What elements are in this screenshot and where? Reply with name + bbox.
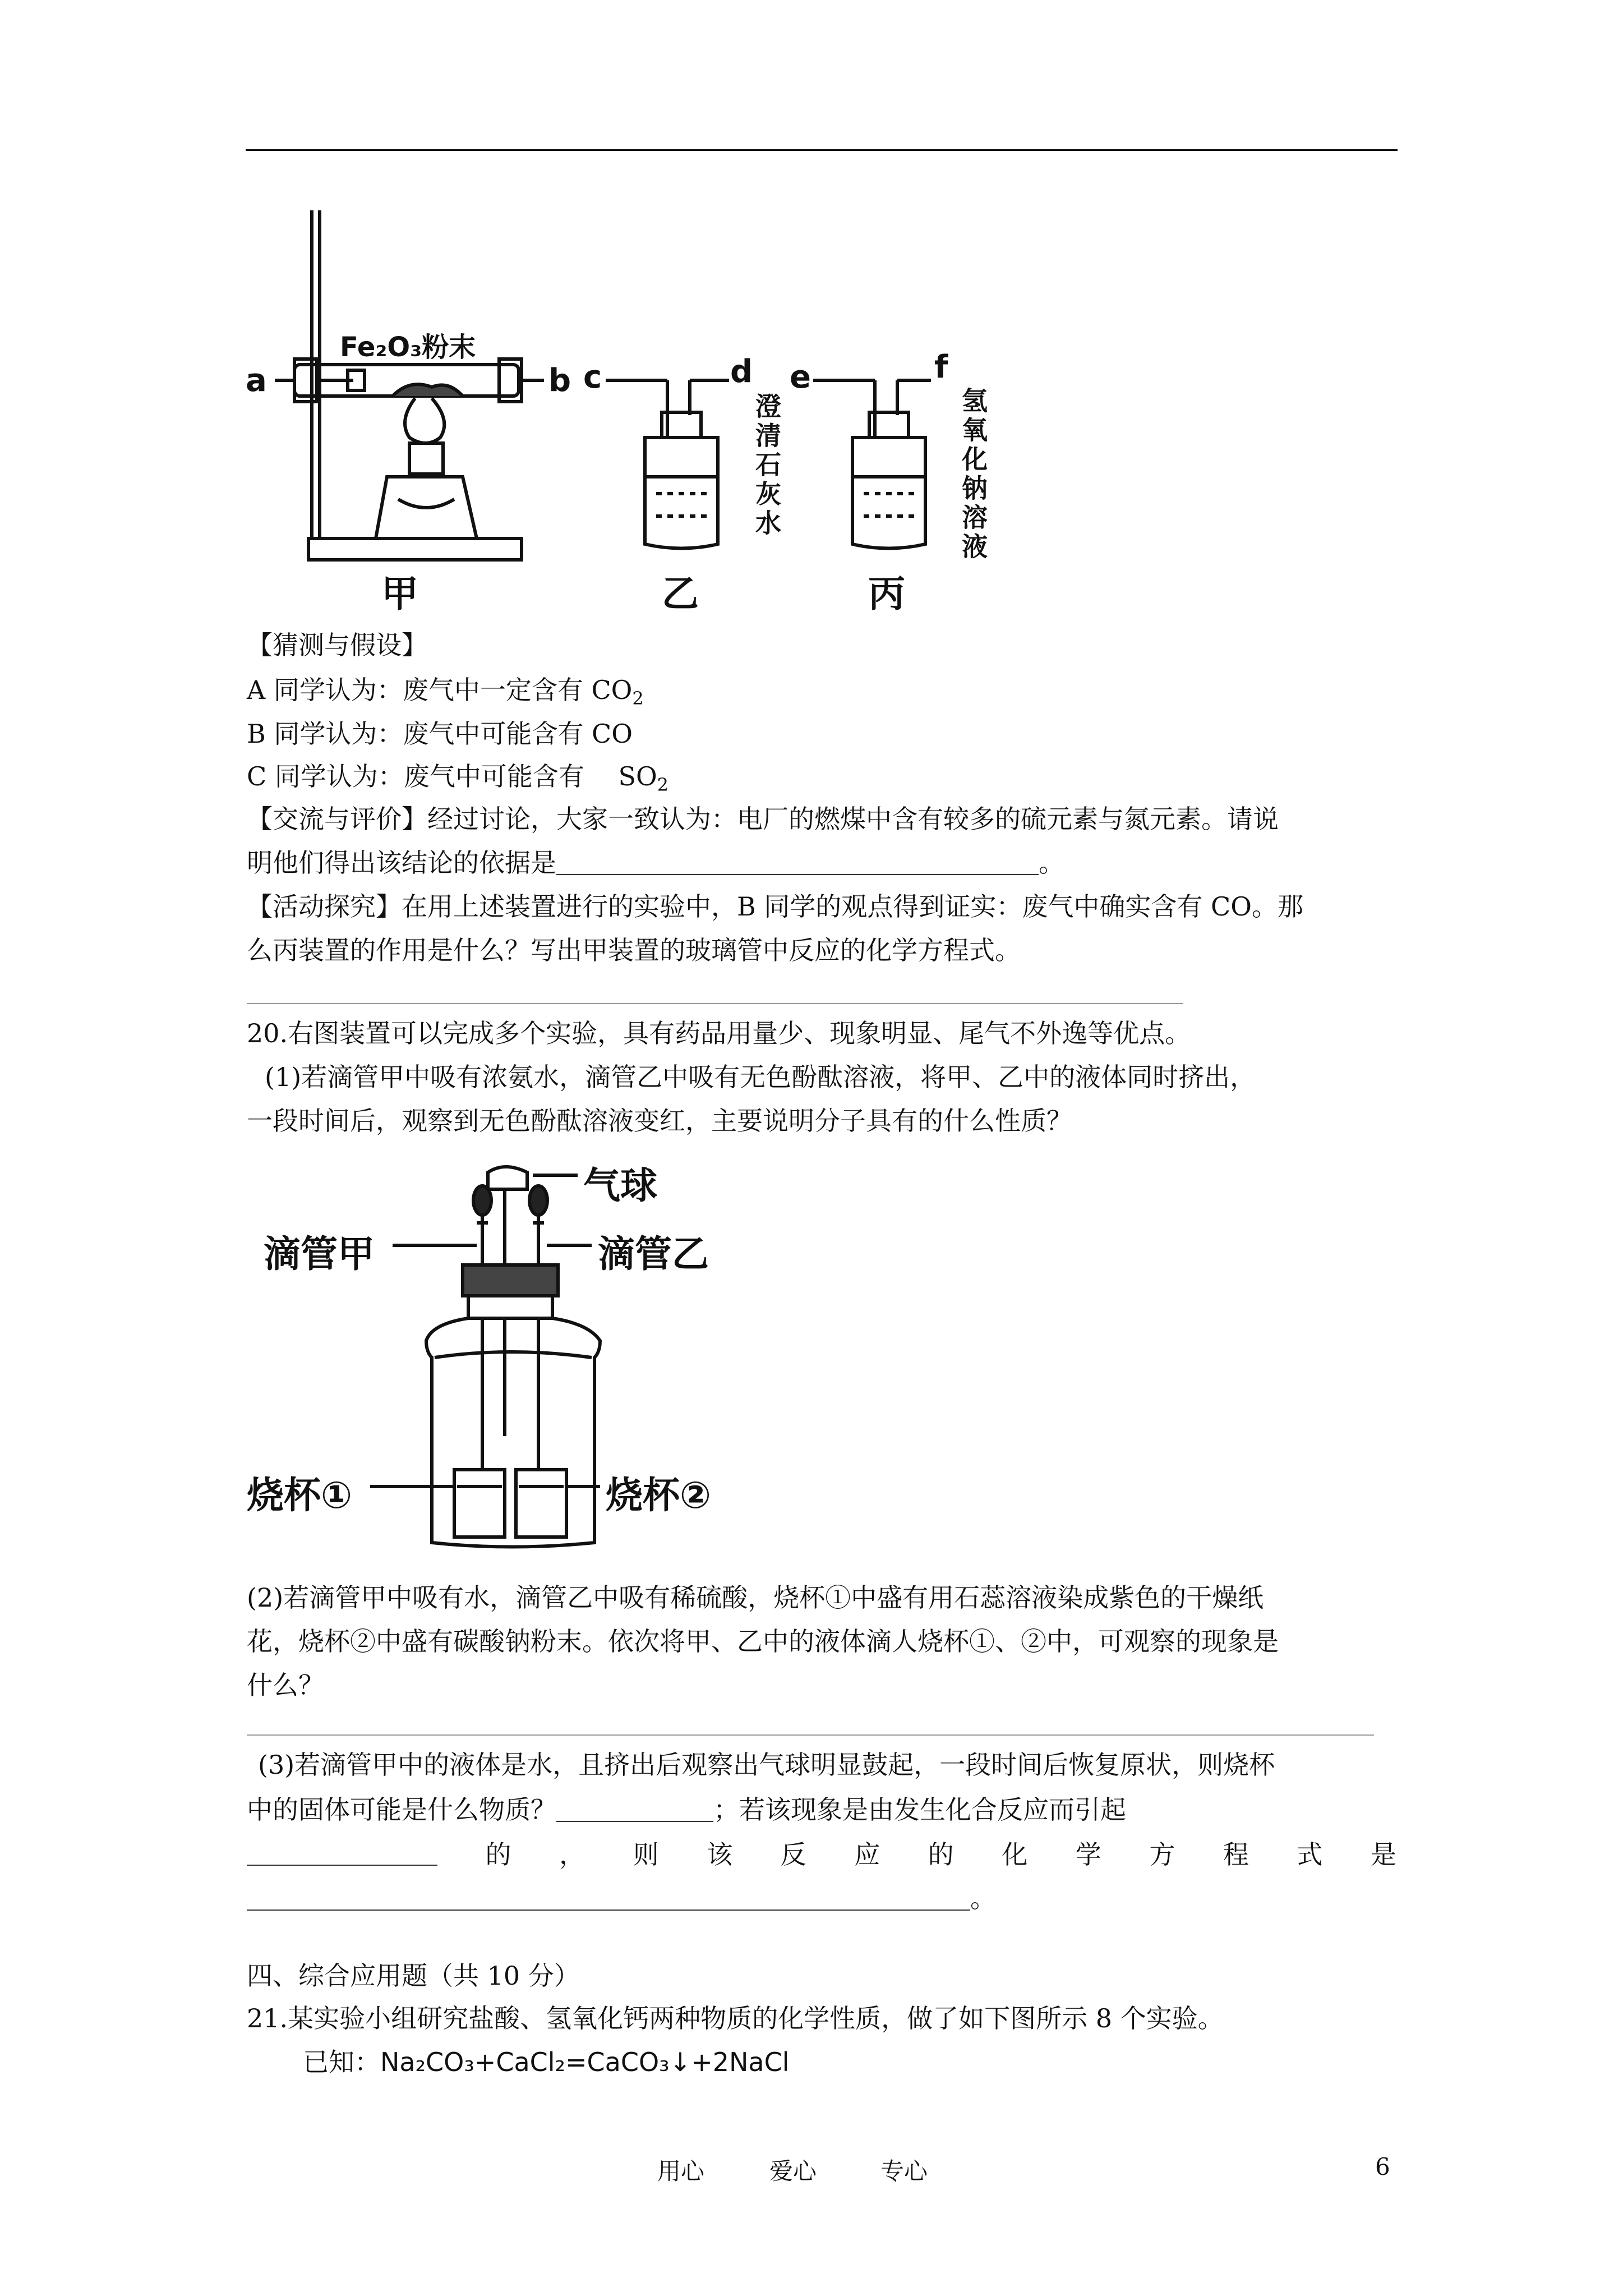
known-prefix: 已知： — [303, 2047, 380, 2077]
solid-answer-blank[interactable] — [556, 1794, 713, 1822]
word-ying: 应 — [854, 1839, 880, 1870]
bottle-figure — [241, 1156, 813, 1554]
discuss-answer-blank[interactable] — [556, 847, 1039, 875]
q20-part3-question: 中的固体可能是什么物质？ — [247, 1795, 556, 1825]
q19-answer-line[interactable] — [247, 1003, 1183, 1004]
guess-c — [247, 760, 668, 802]
footer-word-2: 爱心 — [769, 2157, 817, 2185]
header-rule — [246, 149, 1398, 151]
label-e: e — [790, 359, 811, 395]
dropper-yi-label: 滴管乙 — [598, 1232, 709, 1276]
page-number: 6 — [1375, 2153, 1390, 2180]
known-equation — [303, 2045, 789, 2079]
label-c: c — [583, 359, 602, 395]
discuss-line-1: 【交流与评价】经过讨论，大家一致认为：电厂的燃煤中含有较多的硫元素与氮元素。请说 — [247, 804, 1279, 834]
word-de: 的 — [485, 1839, 511, 1870]
label-f: f — [934, 349, 948, 385]
q21-statement: 21.某实验小组研究盐酸、氢氧化钙两种物质的化学性质，做了如下图所示 8 个实验。 — [247, 2003, 1224, 2033]
label-b: b — [548, 362, 571, 399]
label-d: d — [730, 353, 753, 390]
q20-part3-condition: ；若该现象是由发生化合反应而引起 — [713, 1795, 1126, 1825]
word-shi: 式 — [1297, 1839, 1323, 1870]
reason-answer-blank[interactable] — [247, 1838, 437, 1866]
word-fan: 反 — [780, 1839, 806, 1870]
equation-answer-blank[interactable] — [247, 1883, 970, 1911]
word-comma: ， — [559, 1839, 585, 1870]
q20-part3-line4 — [247, 1881, 996, 1915]
guess-a-text: A 同学认为：废气中一定含有 CO — [247, 675, 633, 705]
q20-part1-line1: (1)若滴管甲中吸有浓氨水，滴管乙中吸有无色酚酞溶液，将甲、乙中的液体同时挤出， — [265, 1062, 1256, 1092]
discuss-prompt: 明他们得出该结论的依据是 — [247, 848, 556, 878]
word-de-2: 的 — [928, 1839, 954, 1870]
footer-word-1: 用心 — [657, 2157, 705, 2185]
word-xue: 学 — [1075, 1839, 1101, 1870]
q20-part3-line1: (3)若滴管甲中的液体是水，且挤出后观察出气球明显鼓起，一段时间后恢复原状，则烧杯 — [258, 1750, 1275, 1780]
apparatus-yi-label: 乙 — [662, 572, 699, 615]
section4-heading: 四、综合应用题（共 10 分） — [247, 1961, 580, 1991]
guess-c-text: C 同学认为：废气中可能含有 SO — [247, 761, 657, 792]
beaker-2-label: 烧杯② — [606, 1474, 711, 1517]
word-cheng: 程 — [1223, 1839, 1249, 1870]
equation-text: Na₂CO₃+CaCl₂=CaCO₃↓+2NaCl — [380, 2047, 790, 2077]
q20-part2-line3: 什么？ — [247, 1670, 324, 1700]
apparatus-jia-label: 甲 — [381, 572, 418, 615]
q20-part3-line2 — [247, 1793, 1126, 1826]
word-ze: 则 — [633, 1839, 659, 1870]
q20-part2-line2: 花，烧杯②中盛有碳酸钠粉末。依次将甲、乙中的液体滴人烧杯①、②中，可观察的现象是 — [247, 1626, 1279, 1657]
q20-part3-line3 — [247, 1838, 1396, 1871]
beaker-1-label: 烧杯① — [247, 1474, 352, 1517]
guess-a-subscript: 2 — [632, 688, 644, 709]
equation-period: 。 — [970, 1883, 996, 1913]
balloon-label: 气球 — [583, 1164, 657, 1207]
lime-water-label: 澄清石灰水 — [751, 393, 782, 539]
word-shi-2: 是 — [1370, 1839, 1396, 1870]
discuss-line-2 — [247, 846, 1064, 880]
guess-c-subscript: 2 — [657, 774, 669, 795]
q20-part1-line2: 一段时间后，观察到无色酚酞溶液变红，主要说明分子具有的什么性质？ — [247, 1106, 1072, 1136]
fe2o3-powder-label: Fe₂O₃粉末 — [340, 332, 476, 363]
apparatus-figure — [241, 202, 1038, 615]
explore-line-2: 么丙装置的作用是什么？写出甲装置的玻璃管中反应的化学方程式。 — [247, 935, 1021, 965]
explore-line-1: 【活动探究】在用上述装置进行的实验中，B 同学的观点得到证实：废气中确实含有 CO。那 — [247, 891, 1303, 922]
word-gai: 该 — [707, 1839, 733, 1870]
guess-b: B 同学认为：废气中可能含有 CO — [247, 719, 633, 749]
naoh-solution-label: 氢氧化钠溶液 — [958, 387, 988, 562]
q20-intro: 20.右图装置可以完成多个实验，具有药品用量少、现象明显、尾气不外逸等优点。 — [247, 1018, 1191, 1048]
discuss-period: 。 — [1039, 848, 1064, 878]
guess-heading: 【猜测与假设】 — [247, 630, 427, 660]
apparatus-drawing — [241, 202, 1038, 606]
guess-a — [247, 673, 644, 715]
q20-part2-answer-line[interactable] — [247, 1734, 1374, 1736]
apparatus-bing-label: 丙 — [868, 572, 905, 615]
word-fang: 方 — [1149, 1839, 1175, 1870]
dropper-jia-label: 滴管甲 — [264, 1232, 375, 1276]
q20-part2-line1: (2)若滴管甲中吸有水，滴管乙中吸有稀硫酸，烧杯①中盛有用石蕊溶液染成紫色的干燥纸 — [247, 1582, 1264, 1613]
label-a: a — [246, 362, 267, 399]
footer-word-3: 专心 — [880, 2157, 928, 2185]
word-hua: 化 — [1002, 1839, 1028, 1870]
